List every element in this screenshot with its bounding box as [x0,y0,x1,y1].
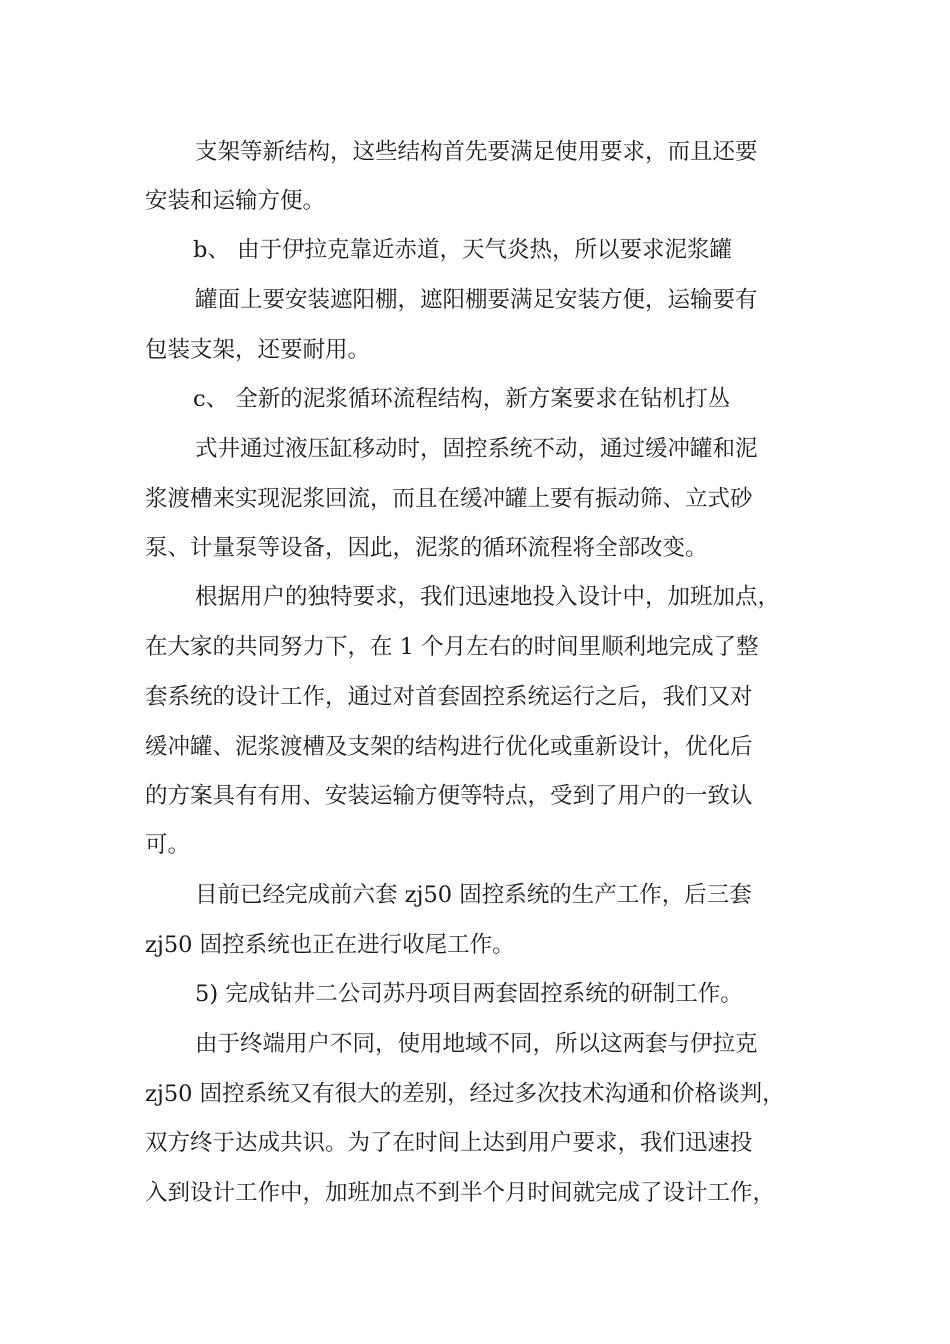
text-line-9: 泵、计量泵等设备，因此，泥浆的循环流程将全部改变。 [145,535,708,561]
text-line-15: 可。 [145,832,191,858]
text-line-20: zj50 固控系统又有很大的差别，经过多次技术沟通和价格谈判， [145,1081,785,1107]
numbered-heading: 5) 完成钻井二公司苏丹项目两套固控系统的研制工作。 [195,981,743,1007]
text-line-5: 包装支架，还要耐用。 [145,337,371,363]
text-line-14: 的方案具有有用、安装运输方便等特点，受到了用户的一致认 [145,783,753,809]
text-line-21: 双方终于达成共识。为了在时间上达到用户要求，我们迅速投 [145,1130,753,1156]
list-item-b: b、 由于伊拉克靠近赤道，天气炎热，所以要求泥浆罐 [193,237,733,263]
text-line-22: 入到设计工作中，加班加点不到半个月时间就完成了设计工作， [145,1180,776,1206]
text-line-17: zj50 固控系统也正在进行收尾工作。 [145,932,515,958]
text-line-11: 在大家的共同努力下，在 1 个月左右的时间里顺利地完成了整 [145,634,759,660]
paragraph-start-line: 根据用户的独特要求，我们迅速地投入设计中，加班加点， [195,584,781,610]
text-line-1: 支架等新结构，这些结构首先要满足使用要求，而且还要 [195,139,758,165]
paragraph-start-line: 由于终端用户不同，使用地域不同，所以这两套与伊拉克 [195,1031,758,1057]
text-line-4: 罐面上要安装遮阳棚，遮阳棚要满足安装方便，运输要有 [195,287,758,313]
text-line-8: 浆渡槽来实现泥浆回流，而且在缓冲罐上要有振动筛、立式砂 [145,486,753,512]
text-line-12: 套系统的设计工作，通过对首套固控系统运行之后，我们又对 [145,684,753,710]
text-line-2: 安装和运输方便。 [145,188,326,214]
paragraph-start-line: 目前已经完成前六套 zj50 固控系统的生产工作，后三套 [195,882,752,908]
list-item-c: c、 全新的泥浆循环流程结构，新方案要求在钻机打丛 [193,386,731,412]
text-line-13: 缓冲罐、泥浆渡槽及支架的结构进行优化或重新设计，优化后 [145,734,753,760]
text-line-7: 式井通过液压缸移动时，固控系统不动，通过缓冲罐和泥 [195,436,758,462]
